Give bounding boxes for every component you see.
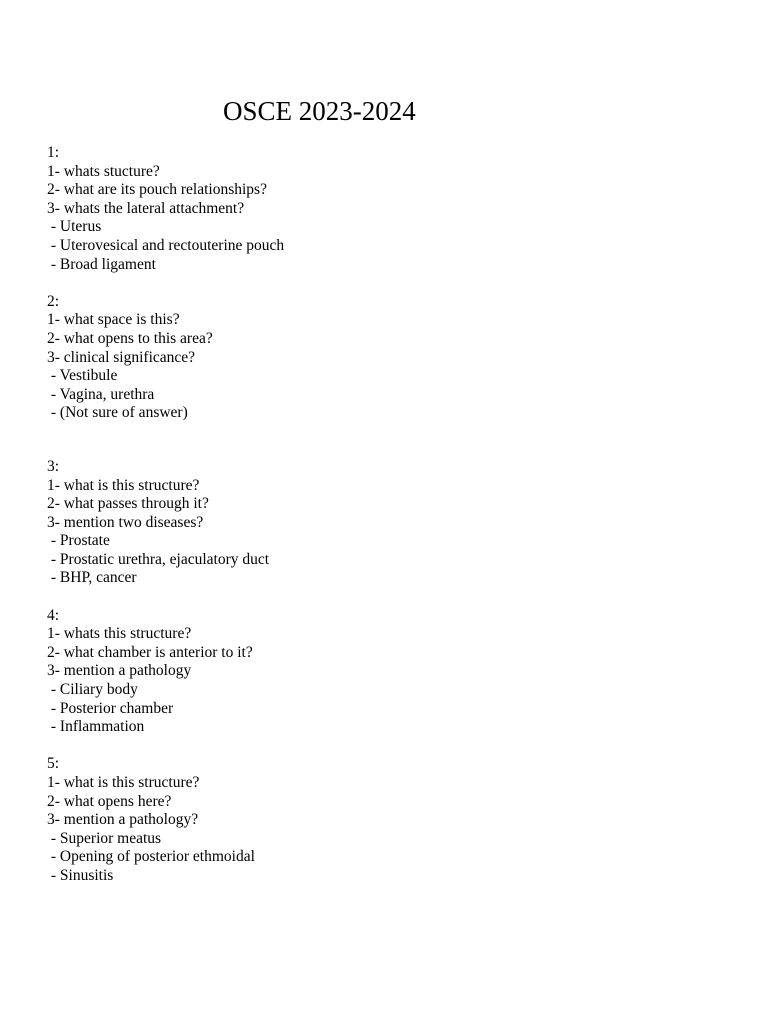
section-spacer [47,588,727,607]
question-line: 3- mention a pathology? [47,811,199,829]
question-line: 1- whats stucture? [47,162,160,180]
section-number: 3: [47,457,60,475]
section-number: 1: [47,144,60,161]
answer-line: - Vestibule [47,367,118,385]
question-line: 3- mention two diseases? [47,513,204,531]
answer-line: - Ciliary body [47,681,138,699]
answer-line: - Inflammation [47,718,145,736]
question-line: 1- what is this structure? [47,774,200,791]
question-line: 2- what chamber is anterior to it? [47,643,253,661]
question-line: 1- what space is this? [47,311,180,329]
answer-line: - Sinusitis [47,866,114,884]
question-line: 2- what are its pouch relationships? [47,181,267,199]
section-number: 5: [47,755,60,773]
question-line: 3- whats the lateral attachment? [47,199,245,217]
osce-section-2 [47,293,727,423]
answer-line: - BHP, cancer [47,569,137,587]
question-line: 1- what is this structure? [47,476,200,494]
section-number: 2: [47,292,60,310]
question-line: 2- what passes through it? [47,495,209,513]
question-line: 2- what opens to this area? [47,329,213,347]
answer-line: - Prostate [47,532,110,550]
osce-section-1 [47,144,727,274]
answer-line: - Vagina, urethra [47,385,155,403]
osce-section-4 [47,607,727,737]
document-title: OSCE 2023-2024 [223,96,416,126]
question-line: 3- mention a pathology [47,662,192,680]
answer-line: - Superior meatus [47,829,162,847]
osce-section-5 [47,755,727,885]
question-line: 2- what opens here? [47,792,172,810]
answer-line: - Uterovesical and rectouterine pouch [47,236,285,254]
answer-line: - Opening of posterior ethmoidal [47,848,255,866]
section-number: 4: [47,606,60,624]
answer-line: - Prostatic urethra, ejaculatory duct [47,550,270,568]
section-spacer [47,423,727,458]
answer-line: - Uterus [47,218,102,236]
answer-line: - (Not sure of answer) [47,404,188,422]
document-body [47,144,727,886]
answer-line: - Posterior chamber [47,699,174,717]
answer-line: - Broad ligament [47,255,156,273]
section-spacer [47,737,727,756]
question-line: 1- whats this structure? [47,625,192,643]
question-line: 3- clinical significance? [47,348,196,366]
section-spacer [47,274,727,293]
osce-section-3 [47,458,727,588]
